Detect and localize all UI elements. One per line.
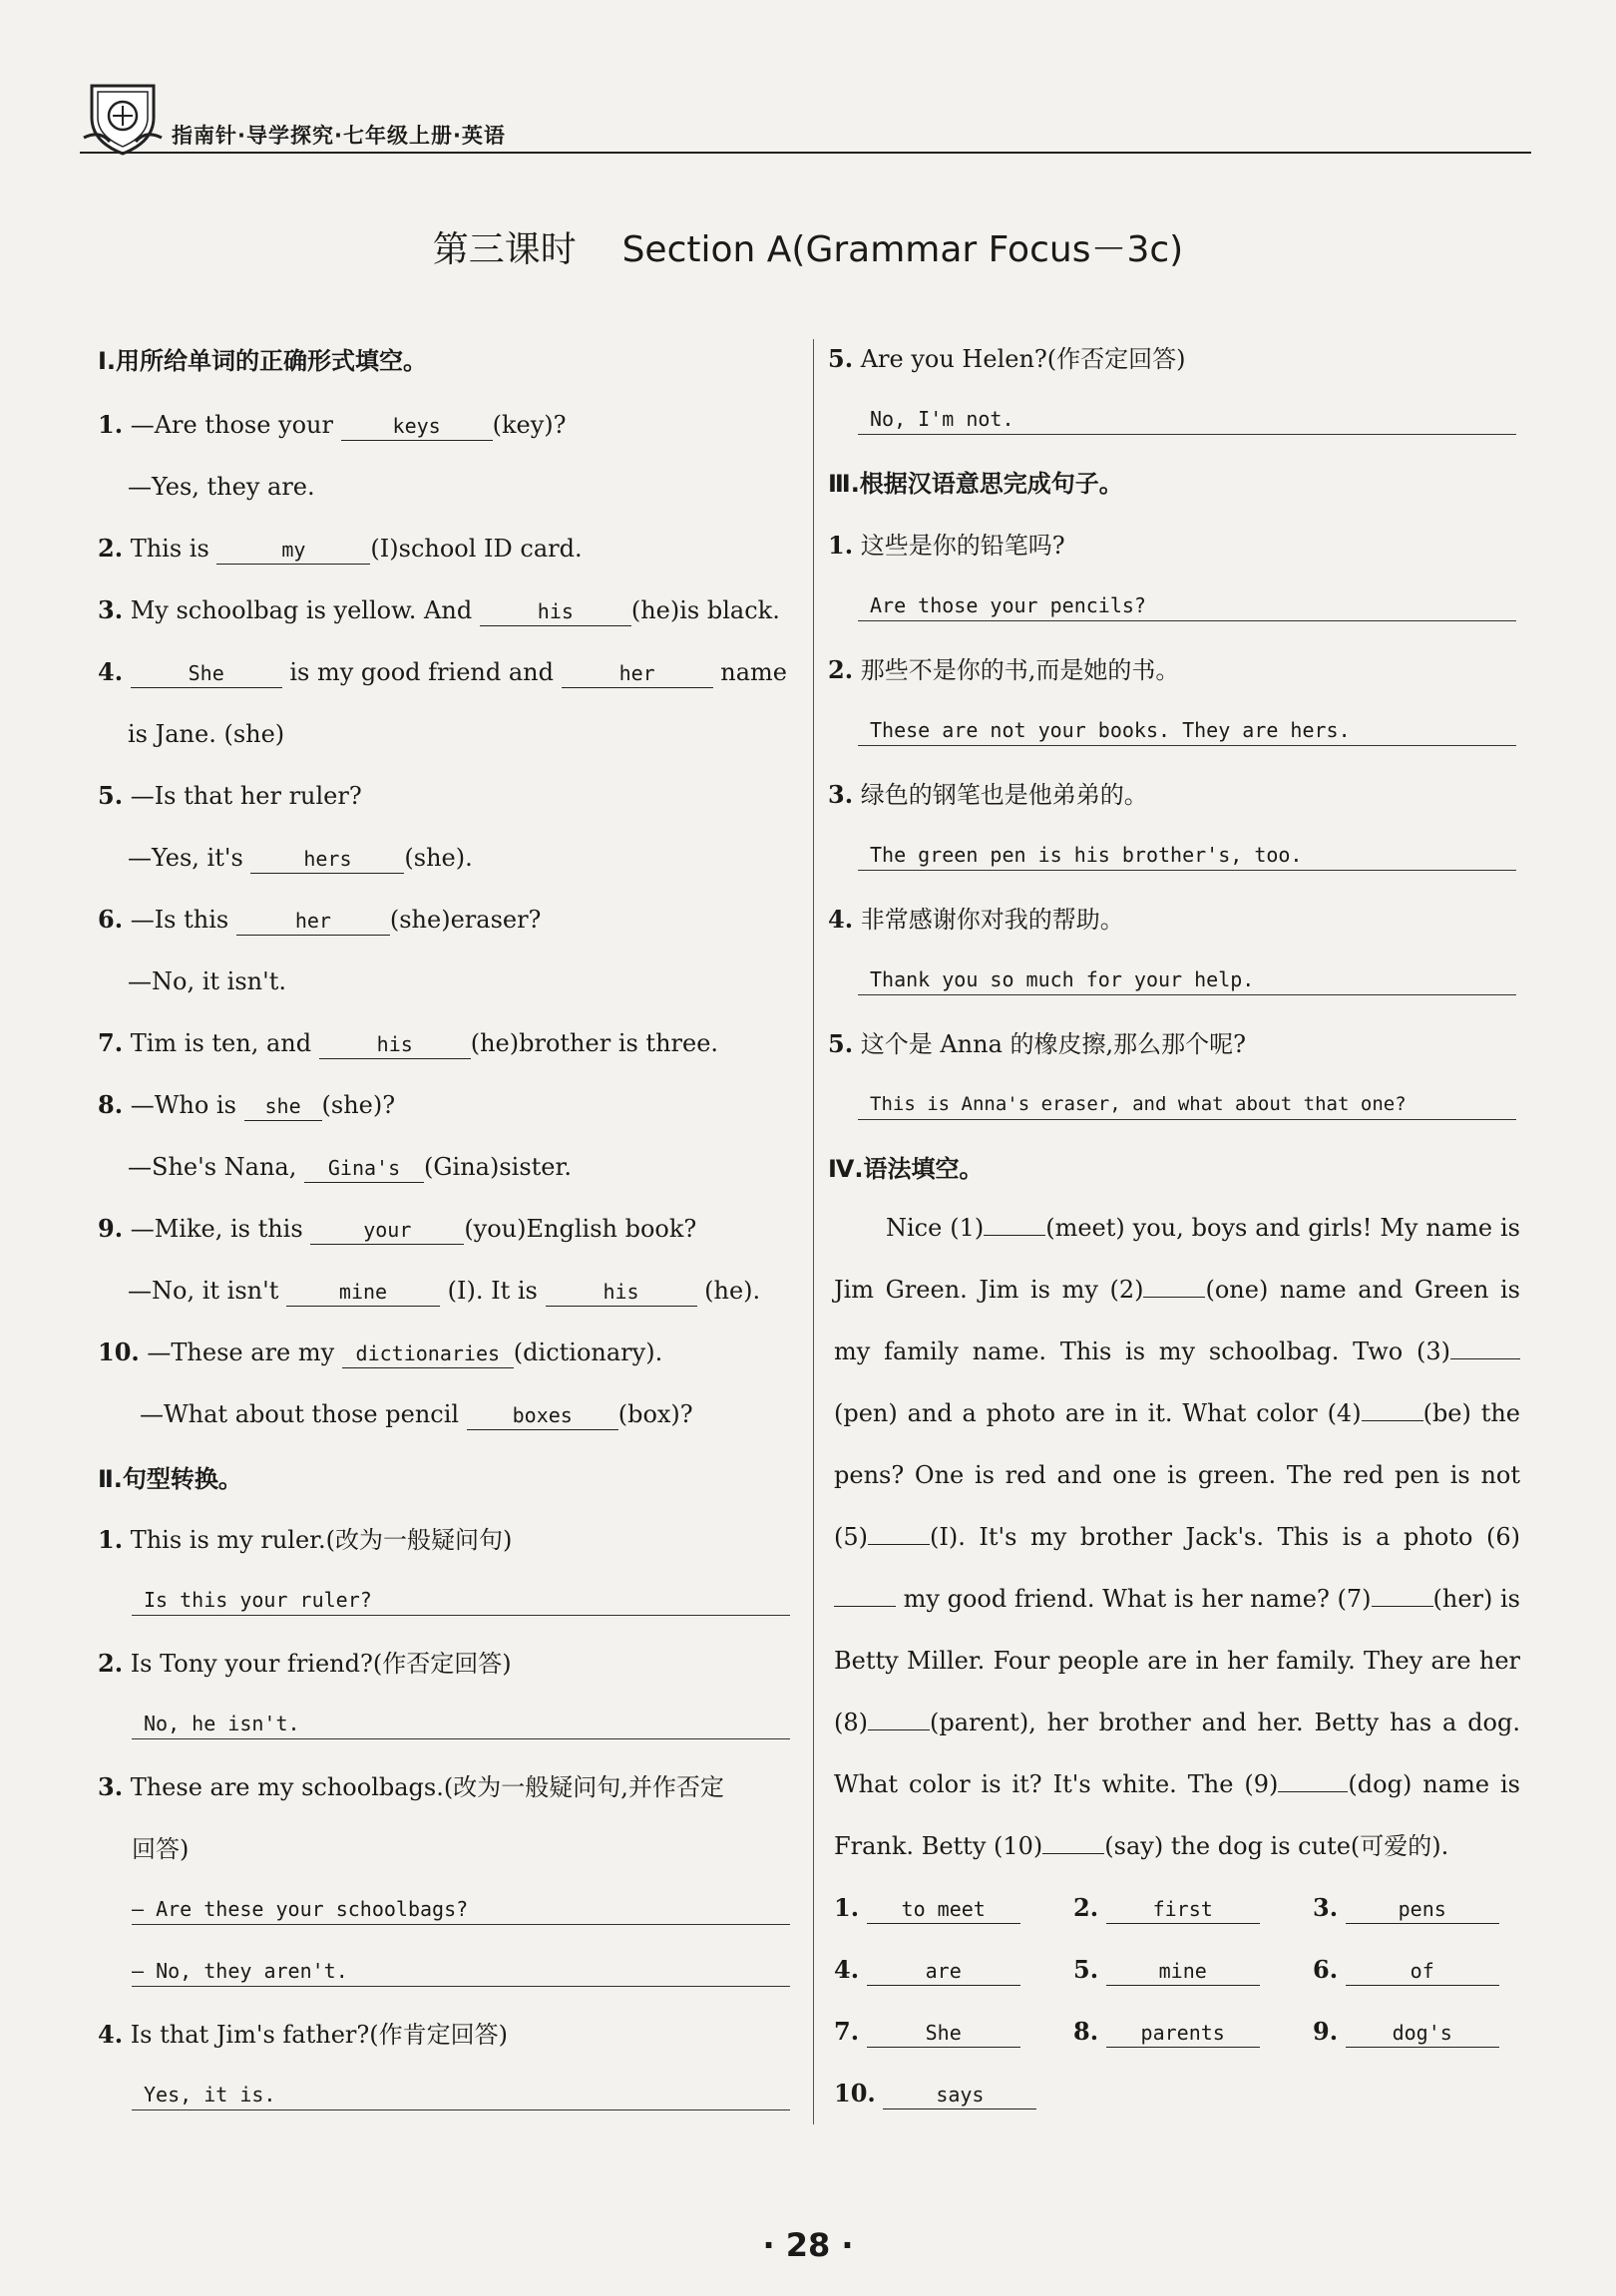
s1-q4: 4. She is my good friend and her name (98, 657, 787, 686)
s1-q9: 9. —Mike, is this your (you)English book? (98, 1214, 697, 1243)
answer-blank[interactable]: his (546, 1278, 697, 1307)
answer-line[interactable]: Thank you so much for your help. (858, 964, 1516, 995)
s1-q10: 10. —These are my dictionaries (dictionary). (98, 1338, 663, 1366)
s2-q3: 3. These are my schoolbags.(改为一般疑问句,并作否定 (98, 1772, 724, 1801)
s1-q3: 3. My schoolbag is yellow. And his (he)is black. (98, 595, 780, 624)
cloze-answer-2: 2. first (1073, 1891, 1260, 1925)
section-1-title: Ⅰ.用所给单词的正确形式填空。 (98, 347, 428, 375)
answer-blank[interactable]: her (236, 907, 390, 936)
s1-q8-reply: —She's Nana, Gina's (Gina)sister. (128, 1153, 572, 1181)
cloze-answer-1: 1. to meet (834, 1891, 1020, 1925)
s3-q2: 2. 那些不是你的书,而是她的书。 (828, 655, 1180, 684)
answer-line[interactable]: Is this your ruler? (132, 1585, 790, 1616)
s1-q5-reply: —Yes, it's hers (she). (128, 844, 473, 872)
column-divider (813, 339, 814, 2124)
answer-blank[interactable]: your (310, 1216, 464, 1245)
s2-q1: 1. This is my ruler.(改为一般疑问句) (98, 1525, 513, 1554)
answer-blank[interactable]: boxes (467, 1401, 618, 1430)
cloze-blank[interactable] (1278, 1767, 1348, 1792)
cloze-answer-9: 9. dog's (1313, 2015, 1499, 2049)
answer-line[interactable]: Yes, it is. (132, 2080, 790, 2110)
cloze-blank[interactable] (1372, 1582, 1433, 1607)
cloze-answer-5: 5. mine (1073, 1953, 1260, 1987)
s3-q3: 3. 绿色的钢笔也是他弟弟的。 (828, 780, 1148, 809)
cloze-answer-3: 3. pens (1313, 1891, 1499, 1925)
page-title: 第三课时 Section A(Grammar Focus－3c) (432, 229, 1184, 270)
answer-line[interactable]: This is Anna's eraser, and what about that one? (858, 1089, 1516, 1120)
header-title: 指南针·导学探究·七年级上册·英语 (172, 124, 506, 148)
answer-line[interactable]: — Are these your schoolbags? (132, 1894, 790, 1925)
cloze-blank[interactable] (984, 1211, 1045, 1236)
section-2-title: Ⅱ.句型转换。 (98, 1465, 242, 1493)
s1-q4-cont: is Jane. (she) (128, 720, 285, 748)
answer-blank[interactable]: his (480, 597, 631, 626)
s1-q9-reply: —No, it isn't mine (I). It is his (he). (128, 1277, 761, 1305)
answer-line[interactable]: No, I'm not. (858, 404, 1516, 435)
answer-blank[interactable]: she (244, 1092, 322, 1121)
answer-line[interactable]: Are those your pencils? (858, 590, 1516, 621)
s1-q7: 7. Tim is ten, and his (he)brother is three. (98, 1028, 719, 1057)
cloze-answer-6: 6. of (1313, 1953, 1499, 1987)
answer-blank[interactable]: my (216, 536, 370, 565)
s1-q10-reply: —What about those pencil boxes (box)? (140, 1400, 693, 1428)
s1-q2: 2. This is my (I)school ID card. (98, 534, 583, 563)
header-divider (80, 152, 1531, 154)
s2-q5: 5. Are you Helen?(作否定回答) (828, 344, 1186, 373)
answer-blank[interactable]: keys (341, 412, 493, 441)
answer-line[interactable]: The green pen is his brother's, too. (858, 840, 1516, 871)
s1-q6: 6. —Is this her (she)eraser? (98, 905, 542, 934)
cloze-blank[interactable] (834, 1582, 896, 1607)
cloze-answer-8: 8. parents (1073, 2015, 1260, 2049)
page-number: · 28 · (762, 2226, 854, 2264)
answer-line[interactable]: No, he isn't. (132, 1709, 790, 1739)
s3-q5: 5. 这个是 Anna 的橡皮擦,那么那个呢? (828, 1029, 1247, 1058)
publisher-logo-icon (80, 72, 166, 158)
section-3-title: Ⅲ.根据汉语意思完成句子。 (828, 470, 1123, 498)
s2-q4: 4. Is that Jim's father?(作肯定回答) (98, 2020, 508, 2049)
answer-blank[interactable]: her (562, 659, 713, 688)
cloze-blank[interactable] (1450, 1335, 1520, 1359)
cloze-blank[interactable] (868, 1520, 930, 1545)
s1-q1-reply: —Yes, they are. (128, 473, 315, 501)
s3-q1: 1. 这些是你的铅笔吗? (828, 531, 1065, 560)
answer-blank[interactable]: mine (286, 1278, 440, 1307)
cloze-answer-7: 7. She (834, 2015, 1020, 2049)
cloze-blank[interactable] (1042, 1829, 1104, 1854)
s1-q6-reply: —No, it isn't. (128, 967, 286, 995)
s2-q2: 2. Is Tony your friend?(作否定回答) (98, 1649, 512, 1678)
cloze-answer-10: 10. says (834, 2077, 1036, 2110)
cloze-blank[interactable] (1143, 1273, 1205, 1298)
cloze-blank[interactable] (868, 1706, 930, 1730)
section-4-title: Ⅳ.语法填空。 (828, 1155, 984, 1183)
answer-blank[interactable]: Gina's (304, 1154, 424, 1183)
cloze-blank[interactable] (1362, 1396, 1423, 1421)
cloze-answer-4: 4. are (834, 1953, 1020, 1987)
answer-blank[interactable]: hers (250, 845, 404, 874)
answer-line[interactable]: These are not your books. They are hers. (858, 715, 1516, 746)
s2-q3-cont: 回答) (132, 1835, 190, 1863)
s3-q4: 4. 非常感谢你对我的帮助。 (828, 905, 1124, 934)
cloze-passage: Nice (1) (meet) you, boys and girls! My name is Jim Green. Jim is my (2) (one) name and Green is my family name. This is my schoolbag. Two (3) (pen) and a photo are in it. What color (4) (be) the pens? One is red and one is green. The red pen is not (5) (I). It's my brother Jack's. This is a photo (6) my good friend. What is her name? (7) (her) is Betty Miller. Four people are in her family. They are her (8) (parent), her brother and her. Betty has a dog. What color is it? It's white. The (9) (dog) name is Frank. Betty (10) (say) the dog is cute(可爱的). (834, 1197, 1520, 1877)
answer-blank[interactable]: She (131, 659, 282, 688)
s1-q5: 5. —Is that her ruler? (98, 781, 362, 810)
answer-line[interactable]: — No, they aren't. (132, 1956, 790, 1987)
answer-blank[interactable]: dictionaries (342, 1339, 514, 1368)
answer-blank[interactable]: his (319, 1030, 471, 1059)
s1-q8: 8. —Who is she (she)? (98, 1090, 396, 1119)
s1-q1: 1. —Are those your keys (key)? (98, 410, 567, 439)
